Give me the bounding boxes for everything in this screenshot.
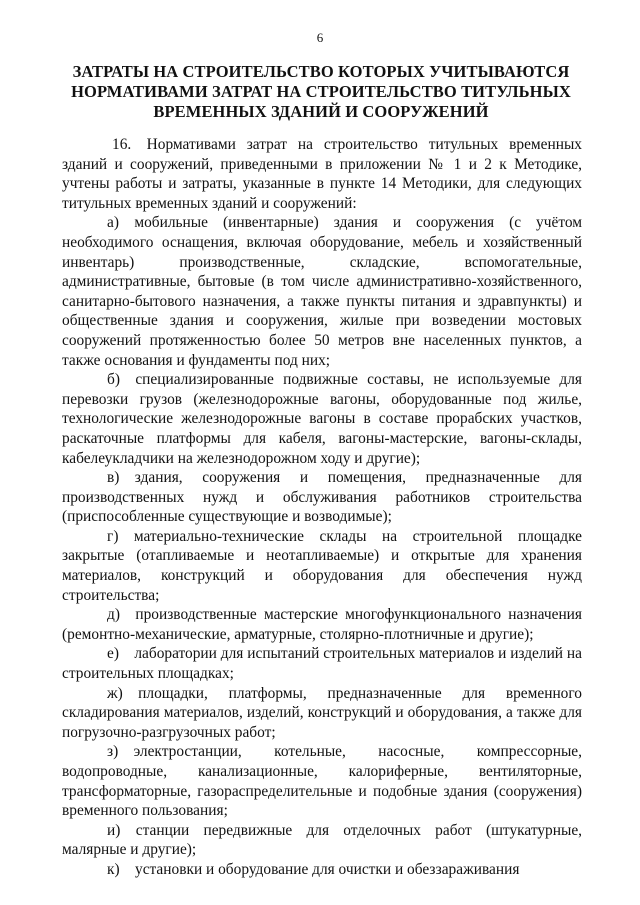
heading-line: ЗАТРАТЫ НА СТРОИТЕЛЬСТВО КОТОРЫХ УЧИТЫВАЮТСЯ [72,62,570,81]
list-item-i: и) станции передвижные для отделочных работ (штукатурные, малярные и другие); [62,821,582,859]
list-item-a: а) мобильные (инвентарные) здания и сооружения (с учётом необходимого оснащения, включая оборудование, мебель и хозяйственный инвентарь) производственные, складские, вспомогательные, административные, бытовые (в том числе административно-хозяйственного, санитарно-бытового назначения, а также пункты питания и здравпункты) и общественные здания и сооружения, жилые при возведении мостовых сооружений протяженностью более 50 метров вне населенных пунктов, а также основания и фундаменты под них; [62,214,582,369]
section-heading [62,62,580,122]
page-number: 6 [316,30,324,45]
list-item-k: к) установки и оборудование для очистки и обеззараживания [107,860,520,878]
document-body [62,135,582,880]
list-item-z: з) электростанции, котельные, насосные, компрессорные, водопроводные, канализационные, калориферные, вентиляторные, трансформаторные, газораспределительные и подобные здания (сооружения) временного пользования; [62,743,582,820]
heading-line: НОРМАТИВАМИ ЗАТРАТ НА СТРОИТЕЛЬСТВО ТИТУЛЬНЫХ [71,82,571,101]
list-item-zh: ж) площадки, платформы, предназначенные для временного складирования материалов, изделий, конструкций и оборудования, а также для погрузочно-разгрузочных работ; [62,684,582,741]
paragraph-16: 16. Нормативами затрат на строительство титульных временных зданий и сооружений, приведенными в приложении № 1 и 2 к Методике, учтены работы и затраты, указанные в пункте 14 Методики, для следующих титульных временных зданий и сооружений: [62,136,582,212]
list-item-g: г) материально-технические склады на строительной площадке закрытые (отапливаемые и неотапливаемые) и открытые для хранения материалов, конструкций и оборудования для обеспечения нужд строительства; [62,527,582,604]
list-item-b: б) специализированные подвижные составы, не используемые для перевозки грузов (железнодорожные вагоны, оборудованные под жилье, технологические железнодорожные вагоны в составе прорабских участков, раскаточные платформы для кабеля, вагоны-мастерские, вагоны-склады, кабелеукладчики на железнодорожном ходу и другие); [62,371,582,467]
list-item-e: е) лаборатории для испытаний строительных материалов и изделий на строительных площадках; [62,645,582,683]
list-item-v: в) здания, сооружения и помещения, предназначенные для производственных нужд и обслуживания работников строительства (приспособленные существующие и возводимые); [62,469,582,526]
heading-line: ВРЕМЕННЫХ ЗДАНИЙ И СООРУЖЕНИЙ [153,102,489,121]
list-item-d: д) производственные мастерские многофункционального назначения (ремонтно-механические, арматурные, столярно-плотничные и другие); [62,606,582,643]
